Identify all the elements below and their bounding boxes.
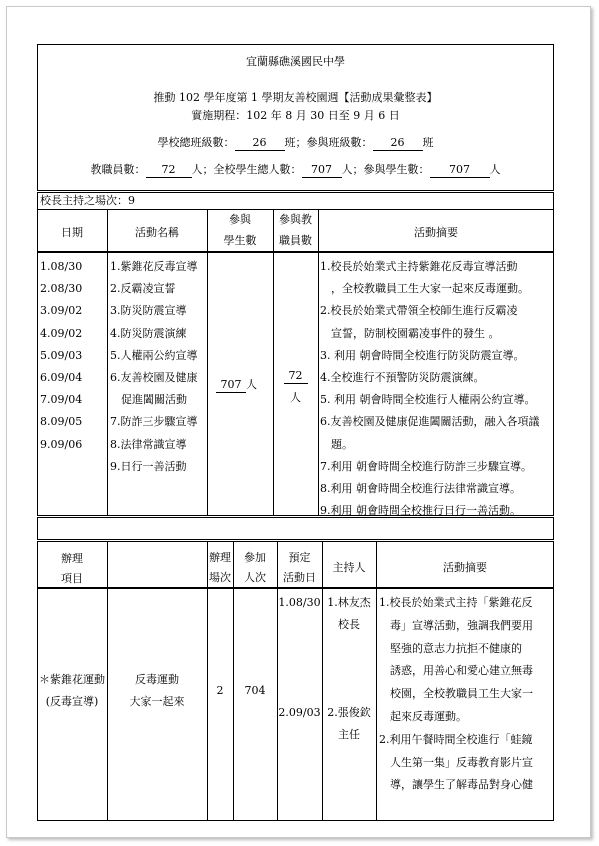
students-unit: 人 xyxy=(246,378,257,391)
list-item: 人生第一集」反毒教育影片宣 xyxy=(379,755,533,769)
classes-unit: 班 xyxy=(422,136,434,149)
th-staff-1: 參與教 xyxy=(279,213,312,226)
th2-people-1: 參加 xyxy=(244,551,266,564)
list-item: 3. 利用 朝會時間全校進行防災防震宣導。 xyxy=(320,348,525,362)
spacer-box xyxy=(37,517,554,540)
campaign-summary xyxy=(379,592,533,797)
th2-people-2: 人次 xyxy=(244,571,266,584)
th-students-2: 學生數 xyxy=(223,234,257,247)
list-item: 2.校長於始業式帶領全校師生進行反霸凌 xyxy=(320,304,518,318)
staff-value-cell-value: 72 xyxy=(284,369,308,384)
list-item: 7.09/04 xyxy=(40,393,83,407)
list-item: 導，讓學生了解毒品對身心健 xyxy=(379,778,533,792)
list-item: 毒」宣導活動，強調我們要用 xyxy=(379,618,533,632)
table2-col-host xyxy=(376,541,377,821)
th-staff-2: 職員數 xyxy=(279,234,312,247)
list-item: 3.防災防震宣導 xyxy=(110,304,187,318)
campaign-name-1: 反毒運動 xyxy=(135,673,179,686)
list-item: 校園，全校教職員工生大家一 xyxy=(379,687,533,701)
total-classes-label: 學校總班級數： xyxy=(157,136,235,149)
participants-value: 707 xyxy=(430,163,490,178)
list-item: 題。 xyxy=(320,437,353,451)
list-item: 5.09/03 xyxy=(40,348,83,362)
summary-list xyxy=(320,256,540,522)
th2-host: 主持人 xyxy=(332,561,366,574)
list-item: 2.反霸凌宣誓 xyxy=(110,282,176,296)
list-item: 9.日行一善活動 xyxy=(110,459,187,473)
th2-summary: 活動摘要 xyxy=(443,561,487,574)
list-item: 7.利用 朝會時間全校進行防詐三步驟宣導。 xyxy=(320,459,532,473)
list-item: 4.全校進行不預警防災防震演練。 xyxy=(320,370,485,384)
list-item: 1.08/30 xyxy=(40,260,83,273)
table1-col-staff xyxy=(318,209,319,516)
people-count-line xyxy=(37,163,554,178)
students-total-label: 人；全校學生總人數： xyxy=(191,163,302,176)
th2-date-2: 活動日 xyxy=(283,571,316,584)
table1-col-date xyxy=(107,209,108,516)
list-item: 堅強的意志力抗拒不健康的 xyxy=(379,641,522,655)
implementation-period: 實施期程：102 年 8 月 30 日至 9 月 6 日 xyxy=(191,109,400,122)
students-value-cell xyxy=(216,378,257,393)
host-1-title: 校長 xyxy=(338,618,360,631)
class-count-line xyxy=(37,136,554,151)
list-item: 5. 利用 朝會時間全校進行人權兩公約宣導。 xyxy=(320,393,536,407)
host-2-name: 2.張俊欽 xyxy=(327,706,371,719)
th2-org-1: 辦理 xyxy=(61,552,83,565)
campaign-item-1: ＊紫錐花運動 xyxy=(39,673,105,686)
table2-header-rule xyxy=(37,587,554,589)
campaign-item-2: (反毒宣導) xyxy=(45,695,99,708)
host-1-name: 1.林友杰 xyxy=(327,596,371,609)
host-2-title: 主任 xyxy=(338,728,360,741)
date-list xyxy=(40,256,82,456)
activity-list xyxy=(110,256,198,478)
report-title: 推動 102 學年度第 1 學期友善校園週【活動成果彙整表】 xyxy=(153,91,438,104)
th-students-1: 參與 xyxy=(229,213,251,226)
th-activity: 活動名稱 xyxy=(135,226,179,239)
list-item: 1.紫錐花反毒宣導 xyxy=(110,260,198,273)
list-item: 9.利用 朝會時間全校推行日行一善活動。 xyxy=(320,504,521,518)
staff-value: 72 xyxy=(146,163,192,178)
list-item: 8.09/05 xyxy=(40,415,83,429)
list-item: 7.防詐三步驟宣導 xyxy=(110,415,198,429)
th2-org-2: 項目 xyxy=(61,572,83,585)
participating-classes-label: 班；參與班級數： xyxy=(284,136,373,149)
table1-col-activity xyxy=(207,209,208,516)
list-item: 1.校長於始業式主持紫錐花反毒宣導活動 xyxy=(320,260,518,273)
list-item: 6.09/04 xyxy=(40,370,83,384)
list-item: 3.09/02 xyxy=(40,304,83,318)
campaign-people: 704 xyxy=(244,684,266,697)
table2-col-date xyxy=(322,541,323,821)
table1-col-students xyxy=(273,209,274,516)
students-value: 707 xyxy=(216,378,246,393)
table1-rule-principal xyxy=(37,209,554,210)
participating-classes-value: 26 xyxy=(373,136,423,151)
list-item: 5.人權兩公約宣導 xyxy=(110,348,198,362)
th2-sessions-2: 場次 xyxy=(209,571,231,584)
principal-sessions: 校長主持之場次：9 xyxy=(40,194,135,207)
staff-unit: 人 xyxy=(290,391,301,404)
students-total-value: 707 xyxy=(302,163,342,178)
table1-header-rule xyxy=(37,251,554,253)
list-item: 8.利用 朝會時間全校進行法律常識宣導。 xyxy=(320,481,521,495)
list-item: 2.08/30 xyxy=(40,282,83,296)
list-item: 6.友善校園及健康 xyxy=(110,370,198,384)
staff-label: 教職員數： xyxy=(90,163,146,176)
list-item: 4.09/02 xyxy=(40,326,83,340)
school-name: 宜蘭縣礁溪國民中學 xyxy=(246,55,345,68)
campaign-date-1: 1.08/30 xyxy=(278,596,321,609)
list-item: 2.利用午餐時間全校進行「蛙鏡 xyxy=(379,732,533,746)
th-date: 日期 xyxy=(61,226,83,239)
list-item: 起來反毒運動。 xyxy=(379,709,467,723)
list-item: 8.法律常識宣導 xyxy=(110,437,187,451)
list-item: 促進闔關活動 xyxy=(110,393,187,407)
total-classes-value: 26 xyxy=(235,136,285,151)
campaign-date-2: 2.09/03 xyxy=(278,706,321,719)
list-item: 4.防災防震演練 xyxy=(110,326,187,340)
list-item: ，全校教職員工生大家一起來反毒運動。 xyxy=(320,282,529,296)
list-item: 9.09/06 xyxy=(40,437,83,451)
participants-label: 人；參與學生數： xyxy=(341,163,430,176)
th2-sessions-1: 辦理 xyxy=(209,551,231,564)
th-summary: 活動摘要 xyxy=(414,226,458,239)
list-item: 誘惑，用善心和愛心建立無毒 xyxy=(379,664,533,678)
list-item: 6.友善校園及健康促進闔關活動，融入各項議 xyxy=(320,415,540,429)
campaign-sessions: 2 xyxy=(216,684,224,697)
th2-date-1: 預定 xyxy=(288,551,311,564)
staff-value-cell xyxy=(273,369,318,384)
list-item: 宣誓，防制校園霸凌事件的發生 。 xyxy=(320,326,500,340)
campaign-name-2: 大家一起來 xyxy=(129,695,185,708)
people-unit: 人 xyxy=(489,163,501,176)
list-item: 1.校長於始業式主持「紫錐花反 xyxy=(379,596,533,609)
